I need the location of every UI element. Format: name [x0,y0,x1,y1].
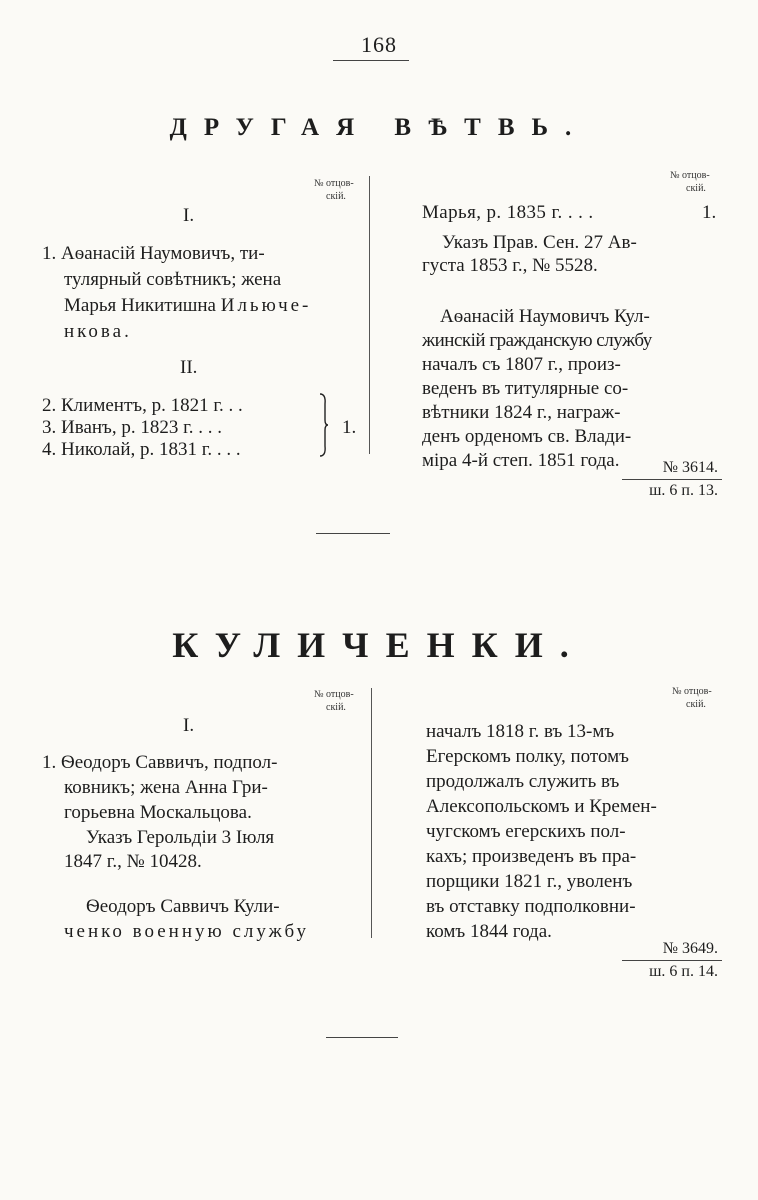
genealogy-entry-line [64,294,311,318]
genealogy-entry-line: тулярный совѣтникъ; жена [64,269,282,290]
archive-number: № 3649. [662,940,718,957]
column-header-father: № отцов- [314,689,354,700]
section-title: КУЛИЧЕНКИ. [172,625,586,665]
column-header-father: № отцов- [670,170,710,181]
section-separator [316,533,390,534]
biography-line: чугскомъ егерскихъ пол- [426,821,626,842]
biography-line: Ѳеодоръ Саввичъ Кули- [86,896,280,917]
child-entry: 2. Климентъ, р. 1821 г. . . [42,395,243,416]
archive-rule [622,960,722,961]
biography-line: продолжалъ служить въ [426,771,620,792]
biography-line: порщики 1821 г., уволенъ [426,871,633,892]
decree-line: 1847 г., № 10428. [64,851,202,872]
biography-line: вѣтники 1824 г., награж- [422,402,621,423]
column-header-father: скій. [326,191,346,202]
generation-numeral: I. [183,205,195,226]
biography-line: Алексопольскомъ и Кремен- [426,796,657,817]
archive-number: № 3614. [662,459,718,476]
biography-line: Егерскомъ полку, потомъ [426,746,629,767]
biography-line: въ отставку подполковни- [426,896,636,917]
child-entry: Марья, р. 1835 г. . . . [422,202,594,223]
biography-line [64,920,309,944]
page-number: 168 [361,32,397,57]
genealogy-entry-line: 1. Ѳеодоръ Саввичъ, подпол- [42,752,278,773]
generation-numeral: I. [183,715,195,736]
column-header-father: скій. [686,183,706,194]
biography-line: денъ орденомъ св. Влади- [422,426,632,447]
column-header-father: скій. [686,699,706,710]
father-number: 1. [342,417,357,438]
archive-location: ш. 6 п. 14. [649,963,718,980]
brace [318,392,328,458]
column-header-father: № отцов- [672,686,712,697]
father-number: 1. [702,202,717,223]
child-entry: 3. Иванъ, р. 1823 г. . . . [42,417,223,438]
archive-location: ш. 6 п. 13. [649,482,718,499]
genealogy-entry-line: нкова. [64,321,132,342]
genealogy-entry-line: горьевна Москальцова. [64,802,252,823]
biography-line: кахъ; произведенъ въ пра- [426,846,637,867]
biography-line: комъ 1844 года. [426,921,552,942]
spaced-surname: Ильюче- [220,295,312,316]
genealogy-entry-line: ковникъ; жена Анна Гри- [64,777,268,798]
biography-line: жинскій гражданскую службу [422,330,652,351]
page-number-rule [333,60,409,61]
spaced-surname: ченко военную службу [64,921,309,942]
column-divider [371,688,372,938]
section-title: ДРУГАЯ ВѢТВЬ. [169,114,589,141]
biography-line: Аѳанасій Наумовичъ Кул- [440,306,650,327]
column-header-father: скій. [326,702,346,713]
decree-line: густа 1853 г., № 5528. [422,255,598,276]
biography-line: началъ 1818 г. въ 13-мъ [426,721,615,742]
biography-line: началъ съ 1807 г., произ- [422,354,621,375]
biography-line: міра 4-й степ. 1851 года. [422,450,620,471]
generation-numeral: II. [180,357,198,378]
archive-rule [622,479,722,480]
text-run: Марья Никитишна [64,295,221,316]
decree-line: Указъ Герольдіи 3 Іюля [86,827,275,848]
decree-line: Указъ Прав. Сен. 27 Ав- [442,232,637,253]
child-entry: 4. Николай, р. 1831 г. . . . [42,439,241,460]
column-header-father: № отцов- [314,178,354,189]
section-separator [326,1037,398,1038]
column-divider [369,176,370,454]
genealogy-entry-line: 1. Аѳанасій Наумовичъ, ти- [42,243,265,264]
biography-line: веденъ въ титулярные со- [422,378,629,399]
